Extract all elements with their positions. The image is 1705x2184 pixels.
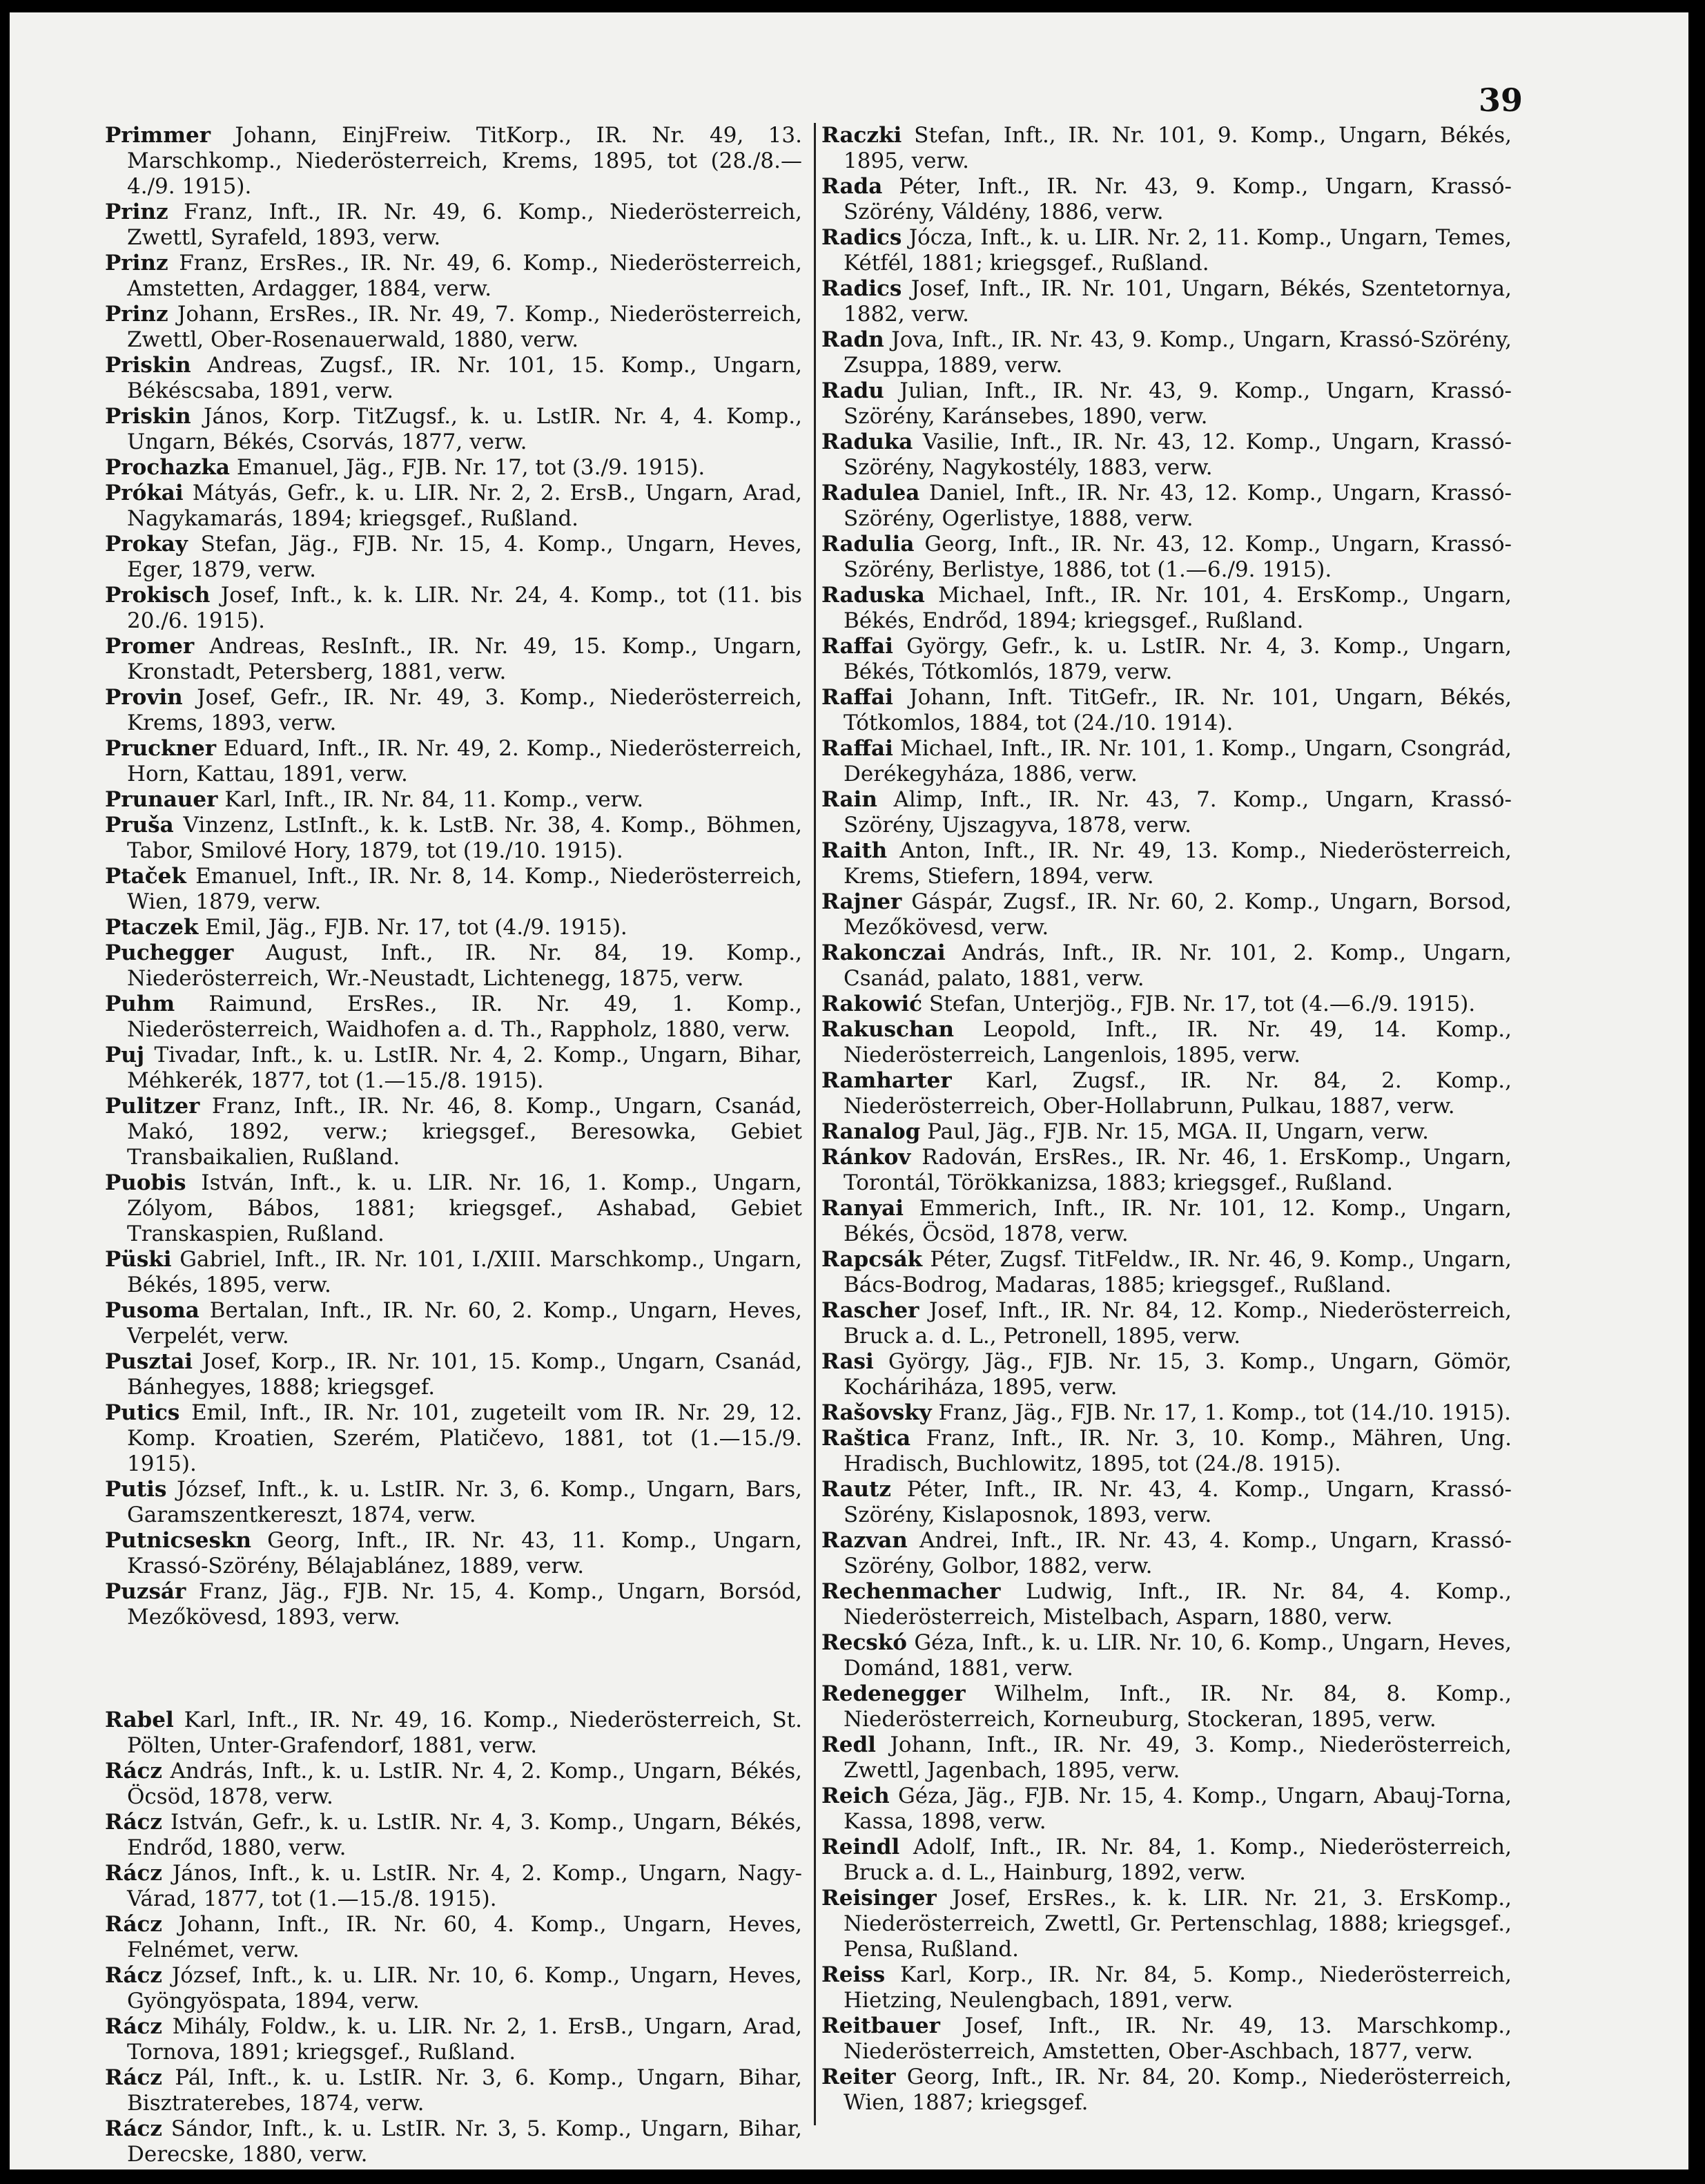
entry [821, 1068, 1512, 1119]
entry-surname: Puhm [105, 992, 175, 1016]
entry-details: Andreas, Zugsf., IR. Nr. 101, 15. Komp., Ungarn, Békéscsaba, 1891, verw. [127, 353, 802, 403]
entry [821, 787, 1512, 838]
entry-details: Michael, Inft., IR. Nr. 101, 1. Komp., Ungarn, Csongrád, Derékegyháza, 1886, verw. [844, 736, 1512, 786]
entry [105, 2116, 802, 2167]
entry-surname: Ranyai [821, 1196, 904, 1221]
entry-surname: Ptaček [105, 864, 186, 889]
entry [821, 1886, 1512, 1962]
entry-details: Tivadar, Inft., k. u. LstIR. Nr. 4, 2. Komp., Ungarn, Bihar, Méhkerék, 1877, tot (1.—15./8. 1915). [127, 1043, 802, 1093]
entry-details: Leopold, Inft., IR. Nr. 49, 14. Komp., Niederösterreich, Langenlois, 1895, verw. [844, 1017, 1512, 1067]
entry-details: Pál, Inft., k. u. LstIR. Nr. 3, 6. Komp., Ungarn, Bihar, Bisztraterebes, 1874, verw. [127, 2065, 802, 2116]
entry [105, 1349, 802, 1400]
entry [821, 1784, 1512, 1835]
entry-details: Johann, Inft. TitGefr., IR. Nr. 101, Ungarn, Békés, Tótkomlos, 1884, tot (24./10. 1914). [844, 685, 1512, 735]
entry [105, 583, 802, 634]
entry [821, 378, 1512, 429]
entry-details: Stefan, Unterjög., FJB. Nr. 17, tot (4.—6./9. 1915). [922, 992, 1476, 1016]
entry [821, 225, 1512, 276]
entry-surname: Raduska [821, 583, 925, 608]
entry-surname: Prokay [105, 532, 188, 557]
entry-details: Péter, Inft., IR. Nr. 43, 9. Komp., Ungarn, Krassó-Szörény, Váldény, 1886, verw. [844, 174, 1512, 224]
entry-surname: Rakowić [821, 992, 923, 1016]
entry-surname: Rapcsák [821, 1247, 923, 1272]
entry-surname: Radics [821, 225, 902, 250]
entry [105, 123, 802, 200]
entry [821, 1196, 1512, 1247]
entry-details: Péter, Zugsf. TitFeldw., IR. Nr. 46, 9. Komp., Ungarn, Bács-Bodrog, Madaras, 1885; kriegsgef., Rußland. [844, 1247, 1512, 1297]
entry-surname: Prinz [105, 200, 168, 224]
entry-surname: Radu [821, 378, 884, 403]
entry-details: Radován, ErsRes., IR. Nr. 46, 1. ErsKomp., Ungarn, Torontál, Törökkanizsa, 1883; kriegsgef., Rußland. [844, 1145, 1512, 1195]
entry [105, 1247, 802, 1298]
entry [105, 915, 802, 940]
entry [105, 992, 802, 1043]
left-entries-p-part2 [105, 813, 802, 1630]
entry-surname: Rada [821, 174, 883, 199]
entry-surname: Reisinger [821, 1886, 937, 1911]
entry-surname: Rabel [105, 1708, 174, 1732]
entry-surname: Prókai [105, 481, 184, 505]
entry-surname: Putis [105, 1477, 167, 1502]
entry [821, 736, 1512, 787]
entry-details: Gáspár, Zugsf., IR. Nr. 60, 2. Komp., Ungarn, Borsod, Mezőkövesd, verw. [844, 889, 1512, 940]
entry-surname: Pusoma [105, 1298, 199, 1323]
entry [821, 2013, 1512, 2065]
entry-details: Jova, Inft., IR. Nr. 43, 9. Komp., Ungarn, Krassó-Szörény, Zsuppa, 1889, verw. [844, 327, 1512, 378]
entry-surname: Ptaczek [105, 915, 199, 940]
entry-surname: Raffai [821, 634, 893, 659]
entry-details: Georg, Inft., IR. Nr. 84, 20. Komp., Niederösterreich, Wien, 1887; kriegsgef. [844, 2065, 1512, 2115]
entry [821, 2065, 1512, 2116]
entry-details: Karl, Zugsf., IR. Nr. 84, 2. Komp., Niederösterreich, Ober-Hollabrunn, Pulkau, 1887, verw. [844, 1068, 1512, 1119]
entry-surname: Puzsár [105, 1579, 186, 1604]
entry-surname: Ramharter [821, 1068, 952, 1093]
entry-details: Michael, Inft., IR. Nr. 101, 4. ErsKomp., Ungarn, Békés, Endrőd, 1894; kriegsgef., Rußland. [844, 583, 1512, 633]
entry [821, 1145, 1512, 1196]
entry-surname: Raith [821, 838, 888, 863]
entry [105, 685, 802, 736]
entry-details: József, Inft., k. u. LIR. Nr. 10, 6. Komp., Ungarn, Heves, Gyöngyöspata, 1894, verw. [127, 1963, 802, 2013]
entry-surname: Rechenmacher [821, 1579, 1001, 1604]
entry [821, 1426, 1512, 1477]
entry-surname: Raffai [821, 685, 893, 710]
entry-details: Johann, Inft., IR. Nr. 49, 3. Komp., Niederösterreich, Zwettl, Jagenbach, 1895, verw. [844, 1732, 1512, 1783]
entry-details: János, Inft., k. u. LstIR. Nr. 4, 2. Komp., Ungarn, Nagy-Várad, 1877, tot (1.—15./8. 1915). [127, 1861, 802, 1911]
entry-surname: Reiter [821, 2065, 896, 2089]
entry-surname: Radics [821, 276, 902, 301]
entry [821, 532, 1512, 583]
entry-details: Johann, ErsRes., IR. Nr. 49, 7. Komp., Niederösterreich, Zwettl, Ober-Rosenauerwald, 1880, verw. [127, 302, 802, 352]
entry [105, 1528, 802, 1579]
entry [821, 1962, 1512, 2013]
entry [105, 1912, 802, 1963]
entry-details: Eduard, Inft., IR. Nr. 49, 2. Komp., Niederösterreich, Horn, Kattau, 1891, verw. [127, 736, 802, 786]
entry-surname: Puj [105, 1043, 145, 1067]
entry [821, 940, 1512, 992]
entry-details: András, Inft., IR. Nr. 101, 2. Komp., Ungarn, Csanád, palato, 1881, verw. [844, 940, 1512, 991]
entry-surname: Rácz [105, 1861, 163, 1886]
entry-surname: Rasi [821, 1349, 874, 1374]
entry-surname: Rácz [105, 2116, 163, 2141]
entry [821, 1349, 1512, 1400]
left-entries-p-part1 [105, 123, 802, 813]
entry [821, 1835, 1512, 1886]
entry-details: Franz, Inft., IR. Nr. 49, 6. Komp., Niederösterreich, Zwettl, Syrafeld, 1893, verw. [127, 200, 802, 250]
entry [821, 1017, 1512, 1068]
entry-surname: Puchegger [105, 940, 234, 965]
entry [105, 1043, 802, 1094]
entry [105, 787, 802, 813]
entry-details: Georg, Inft., IR. Nr. 43, 12. Komp., Ungarn, Krassó-Szörény, Berlistye, 1886, tot (1.—6./9. 1915). [844, 532, 1512, 582]
entry-surname: Rautz [821, 1477, 892, 1502]
entry [821, 634, 1512, 685]
entry-surname: Rácz [105, 1810, 163, 1835]
entry [821, 123, 1512, 174]
entry-details: Vinzenz, LstInft., k. k. LstB. Nr. 38, 4. Komp., Böhmen, Tabor, Smilové Hory, 1879, tot (19./10. 1915). [127, 813, 802, 863]
entry-details: Josef, Inft., IR. Nr. 49, 13. Marschkomp., Niederösterreich, Amstetten, Ober-Aschbach, 1877, verw. [844, 2013, 1512, 2064]
entry [105, 455, 802, 481]
entry [105, 2065, 802, 2116]
entry-surname: Radulea [821, 481, 920, 505]
entry-details: Vasilie, Inft., IR. Nr. 43, 12. Komp., Ungarn, Krassó-Szörény, Nagykostély, 1883, verw. [844, 429, 1512, 480]
entry-details: Emil, Jäg., FJB. Nr. 17, tot (4./9. 1915). [198, 915, 627, 940]
entry-details: Julian, Inft., IR. Nr. 43, 9. Komp., Ungarn, Krassó-Szörény, Karánsebes, 1890, verw. [844, 378, 1512, 429]
left-column [105, 123, 802, 2167]
entry [105, 404, 802, 455]
entry [821, 327, 1512, 378]
entry-details: Wilhelm, Inft., IR. Nr. 84, 8. Komp., Niederösterreich, Korneuburg, Stockeran, 1895, verw. [844, 1681, 1512, 1732]
entry-surname: Priskin [105, 353, 191, 378]
entry-details: András, Inft., k. u. LstIR. Nr. 4, 2. Komp., Ungarn, Békés, Öcsöd, 1878, verw. [127, 1759, 802, 1809]
entry [821, 1247, 1512, 1298]
entry-surname: Primmer [105, 123, 211, 148]
entry-details: János, Korp. TitZugsf., k. u. LstIR. Nr. 4, 4. Komp., Ungarn, Békés, Csorvás, 1877, verw. [127, 404, 802, 454]
entry-surname: Rakonczai [821, 940, 946, 965]
entry-surname: Reich [821, 1784, 890, 1808]
entry-surname: Rajner [821, 889, 902, 914]
entry [105, 940, 802, 992]
entry-details: Johann, Inft., IR. Nr. 60, 4. Komp., Ungarn, Heves, Felnémet, verw. [127, 1912, 802, 1962]
entry-surname: Provin [105, 685, 183, 710]
entry [105, 1759, 802, 1810]
entry-surname: Reiss [821, 1962, 886, 1987]
entry-surname: Prokisch [105, 583, 211, 608]
entry-details: István, Gefr., k. u. LstIR. Nr. 4, 3. Komp., Ungarn, Békés, Endrőd, 1880, verw. [127, 1810, 802, 1860]
entry [105, 302, 802, 353]
entry [105, 200, 802, 251]
page-number: 39 [1478, 81, 1523, 119]
entry [821, 1298, 1512, 1349]
entry-details: Franz, Jäg., FJB. Nr. 15, 4. Komp., Ungarn, Borsód, Mezőkövesd, 1893, verw. [127, 1579, 802, 1630]
entry-surname: Rašovsky [821, 1400, 932, 1425]
entry-details: József, Inft., k. u. LstIR. Nr. 3, 6. Komp., Ungarn, Bars, Garamszentkereszt, 1874, verw. [127, 1477, 802, 1527]
entry-surname: Recskó [821, 1630, 907, 1655]
entry [821, 583, 1512, 634]
entry-details: Georg, Inft., IR. Nr. 43, 11. Komp., Ungarn, Krassó-Szörény, Bélajablánez, 1889, verw. [127, 1528, 802, 1578]
entry [105, 1708, 802, 1759]
entry-surname: Rácz [105, 2065, 163, 2090]
entry-surname: Promer [105, 634, 195, 659]
entry-details: György, Gefr., k. u. LstIR. Nr. 4, 3. Komp., Ungarn, Békés, Tótkomlós, 1879, verw. [844, 634, 1512, 684]
entry [821, 1400, 1512, 1426]
entry [821, 174, 1512, 225]
entry [821, 838, 1512, 889]
entry-surname: Prinz [105, 251, 168, 276]
entry-surname: Ranalog [821, 1119, 921, 1144]
right-column [821, 123, 1512, 2116]
entry-surname: Raffai [821, 736, 893, 761]
entry-details: Josef, Inft., IR. Nr. 101, Ungarn, Békés, Szentetornya, 1882, verw. [844, 276, 1512, 327]
entry [105, 1579, 802, 1630]
entry-surname: Radn [821, 327, 884, 352]
entry-surname: Pruckner [105, 736, 217, 761]
entry-surname: Rácz [105, 2014, 163, 2039]
entry [105, 1400, 802, 1477]
entry [105, 2014, 802, 2065]
entry-surname: Putics [105, 1400, 180, 1425]
entry-surname: Pulitzer [105, 1094, 200, 1119]
entry-details: Emanuel, Inft., IR. Nr. 8, 14. Komp., Niederösterreich, Wien, 1879, verw. [127, 864, 802, 914]
entry-details: Mihály, Foldw., k. u. LIR. Nr. 2, 1. ErsB., Ungarn, Arad, Tornova, 1891; kriegsgef., Rußland. [127, 2014, 802, 2065]
column-divider [814, 123, 816, 2125]
entry-surname: Raczki [821, 123, 902, 148]
entry-surname: Reindl [821, 1835, 900, 1859]
entry-details: Péter, Inft., IR. Nr. 43, 4. Komp., Ungarn, Krassó-Szörény, Kislaposnok, 1893, verw. [844, 1477, 1512, 1527]
entry-details: August, Inft., IR. Nr. 84, 19. Komp., Niederösterreich, Wr.-Neustadt, Lichtenegg, 1875, verw. [127, 940, 802, 991]
entry-details: Josef, Gefr., IR. Nr. 49, 3. Komp., Niederösterreich, Krems, 1893, verw. [127, 685, 802, 735]
entry [105, 1170, 802, 1247]
entry-details: Adolf, Inft., IR. Nr. 84, 1. Komp., Niederösterreich, Bruck a. d. L., Hainburg, 1892, verw. [844, 1835, 1512, 1885]
entry [821, 992, 1512, 1017]
right-entries-r [821, 123, 1512, 2116]
entry [105, 1861, 802, 1912]
entry [105, 251, 802, 302]
entry-surname: Rácz [105, 1963, 163, 1988]
entry-surname: Redl [821, 1732, 876, 1757]
entry-surname: Putnicseskn [105, 1528, 252, 1553]
entry-details: Emil, Inft., IR. Nr. 101, zugeteilt vom IR. Nr. 29, 12. Komp. Kroatien, Szerém, Platičevo, 1881, tot (1.—15./9. 1915). [127, 1400, 802, 1476]
entry-surname: Pruša [105, 813, 174, 838]
entry-details: Franz, Inft., IR. Nr. 3, 10. Komp., Mähren, Ung. Hradisch, Buchlowitz, 1895, tot (24./8. 1915). [844, 1426, 1512, 1476]
entry-details: Josef, Korp., IR. Nr. 101, 15. Komp., Ungarn, Csanád, Bánhegyes, 1888; kriegsgef. [127, 1349, 802, 1400]
entry [105, 353, 802, 404]
entry-surname: Raštica [821, 1426, 911, 1451]
entry-details: Andreas, ResInft., IR. Nr. 49, 15. Komp., Ungarn, Kronstadt, Petersberg, 1881, verw. [127, 634, 802, 684]
entry-surname: Raduka [821, 429, 913, 454]
entry-surname: Rakuschan [821, 1017, 955, 1042]
entry-surname: Püski [105, 1247, 172, 1272]
entry [105, 1810, 802, 1861]
entry-surname: Rain [821, 787, 877, 812]
entry-surname: Prochazka [105, 455, 230, 480]
entry [105, 1094, 802, 1170]
entry [105, 634, 802, 685]
entry [105, 1477, 802, 1528]
entry-surname: Rácz [105, 1912, 163, 1937]
entry [821, 889, 1512, 940]
entry-surname: Reitbauer [821, 2013, 940, 2038]
entry-details: Anton, Inft., IR. Nr. 49, 13. Komp., Niederösterreich, Krems, Stiefern, 1894, verw. [844, 838, 1512, 889]
entry-details: Mátyás, Gefr., k. u. LIR. Nr. 2, 2. ErsB., Ungarn, Arad, Nagykamarás, 1894; kriegsgef., Rußland. [127, 481, 802, 531]
entry-details: Stefan, Inft., IR. Nr. 101, 9. Komp., Ungarn, Békés, 1895, verw. [844, 123, 1512, 173]
entry-details: Jócza, Inft., k. u. LIR. Nr. 2, 11. Komp., Ungarn, Temes, Kétfél, 1881; kriegsgef., Rußland. [844, 225, 1512, 276]
entry-details: Paul, Jäg., FJB. Nr. 15, MGA. II, Ungarn, verw. [920, 1119, 1429, 1144]
entry-surname: Prunauer [105, 787, 218, 812]
entry-details: Géza, Inft., k. u. LIR. Nr. 10, 6. Komp., Ungarn, Heves, Dománd, 1881, verw. [844, 1630, 1512, 1681]
entry-details: Sándor, Inft., k. u. LstIR. Nr. 3, 5. Komp., Ungarn, Bihar, Derecske, 1880, verw. [127, 2116, 802, 2167]
entry [821, 1528, 1512, 1579]
entry [105, 1963, 802, 2014]
entry [105, 864, 802, 915]
entry [821, 1630, 1512, 1681]
entry [821, 1732, 1512, 1784]
entry-details: István, Inft., k. u. LIR. Nr. 16, 1. Komp., Ungarn, Zólyom, Bábos, 1881; kriegsgef., Ashabad, Gebiet Transkaspien, Rußland. [127, 1170, 802, 1246]
entry-details: Franz, Jäg., FJB. Nr. 17, 1. Komp., tot (14./10. 1915). [931, 1400, 1511, 1425]
entry-details: Karl, Inft., IR. Nr. 84, 11. Komp., verw. [217, 787, 644, 812]
entry-details: Stefan, Jäg., FJB. Nr. 15, 4. Komp., Ungarn, Heves, Eger, 1879, verw. [127, 532, 802, 582]
entry-details: Daniel, Inft., IR. Nr. 43, 12. Komp., Ungarn, Krassó-Szörény, Ogerlistye, 1888, verw. [844, 481, 1512, 531]
entry-details: Franz, ErsRes., IR. Nr. 49, 6. Komp., Niederösterreich, Amstetten, Ardagger, 1884, verw. [127, 251, 802, 301]
entry [105, 481, 802, 532]
section-gap [105, 1630, 802, 1708]
left-entries-r [105, 1708, 802, 2167]
entry-surname: Redenegger [821, 1681, 966, 1706]
entry-details: Karl, Inft., IR. Nr. 49, 16. Komp., Niederösterreich, St. Pölten, Unter-Grafendorf, 1881, verw. [127, 1708, 802, 1758]
entry-details: Ludwig, Inft., IR. Nr. 84, 4. Komp., Niederösterreich, Mistelbach, Asparn, 1880, verw. [844, 1579, 1512, 1630]
entry-surname: Prinz [105, 302, 168, 327]
entry-surname: Razvan [821, 1528, 908, 1553]
entry-surname: Rascher [821, 1298, 919, 1323]
entry-details: Josef, ErsRes., k. k. LIR. Nr. 21, 3. ErsKomp., Niederösterreich, Zwettl, Gr. Pertenschlag, 1888; kriegsgef., Pensa, Rußland. [844, 1886, 1512, 1962]
entry [821, 685, 1512, 736]
entry-surname: Puobis [105, 1170, 186, 1195]
entry-surname: Ránkov [821, 1145, 911, 1170]
entry [821, 1681, 1512, 1732]
entry-details: Johann, EinjFreiw. TitKorp., IR. Nr. 49, 13. Marschkomp., Niederösterreich, Krems, 1895, tot (28./8.—4./9. 1915). [127, 123, 802, 199]
entry-details: Alimp, Inft., IR. Nr. 43, 7. Komp., Ungarn, Krassó-Szörény, Ujszagyva, 1878, verw. [844, 787, 1512, 838]
entry-details: Andrei, Inft., IR. Nr. 43, 4. Komp., Ungarn, Krassó-Szörény, Golbor, 1882, verw. [844, 1528, 1512, 1578]
entry-details: Franz, Inft., IR. Nr. 46, 8. Komp., Ungarn, Csanád, Makó, 1892, verw.; kriegsgef., Beresowka, Gebiet Transbaikalien, Rußland. [127, 1094, 802, 1170]
entry [105, 736, 802, 787]
entry-details: Josef, Inft., k. k. LIR. Nr. 24, 4. Komp., tot (11. bis 20./6. 1915). [127, 583, 802, 633]
entry [105, 813, 802, 864]
entry [821, 276, 1512, 327]
entry-surname: Rácz [105, 1759, 163, 1784]
entry [105, 1298, 802, 1349]
entry-details: Emanuel, Jäg., FJB. Nr. 17, tot (3./9. 1915). [230, 455, 705, 480]
entry-details: Bertalan, Inft., IR. Nr. 60, 2. Komp., Ungarn, Heves, Verpelét, verw. [127, 1298, 802, 1349]
entry [821, 1119, 1512, 1145]
entry [105, 532, 802, 583]
entry-details: Karl, Korp., IR. Nr. 84, 5. Komp., Niederösterreich, Hietzing, Neulengbach, 1891, verw. [844, 1962, 1512, 2013]
entry-details: Raimund, ErsRes., IR. Nr. 49, 1. Komp., Niederösterreich, Waidhofen a. d. Th., Rappholz, 1880, verw. [127, 992, 802, 1042]
entry-details: Géza, Jäg., FJB. Nr. 15, 4. Komp., Ungarn, Abauj-Torna, Kassa, 1898, verw. [844, 1784, 1512, 1834]
entry-surname: Priskin [105, 404, 191, 429]
entry-surname: Radulia [821, 532, 915, 557]
entry [821, 481, 1512, 532]
entry [821, 1579, 1512, 1630]
entry-details: Emmerich, Inft., IR. Nr. 101, 12. Komp., Ungarn, Békés, Öcsöd, 1878, verw. [844, 1196, 1512, 1246]
entry-details: Gabriel, Inft., IR. Nr. 101, I./XIII. Marschkomp., Ungarn, Békés, 1895, verw. [127, 1247, 802, 1297]
document-page [10, 12, 1688, 2169]
entry-details: György, Jäg., FJB. Nr. 15, 3. Komp., Ungarn, Gömör, Kocháriháza, 1895, verw. [844, 1349, 1512, 1400]
entry [821, 429, 1512, 481]
entry-details: Josef, Inft., IR. Nr. 84, 12. Komp., Niederösterreich, Bruck a. d. L., Petronell, 1895, verw. [844, 1298, 1512, 1349]
entry [821, 1477, 1512, 1528]
entry-surname: Pusztai [105, 1349, 193, 1374]
